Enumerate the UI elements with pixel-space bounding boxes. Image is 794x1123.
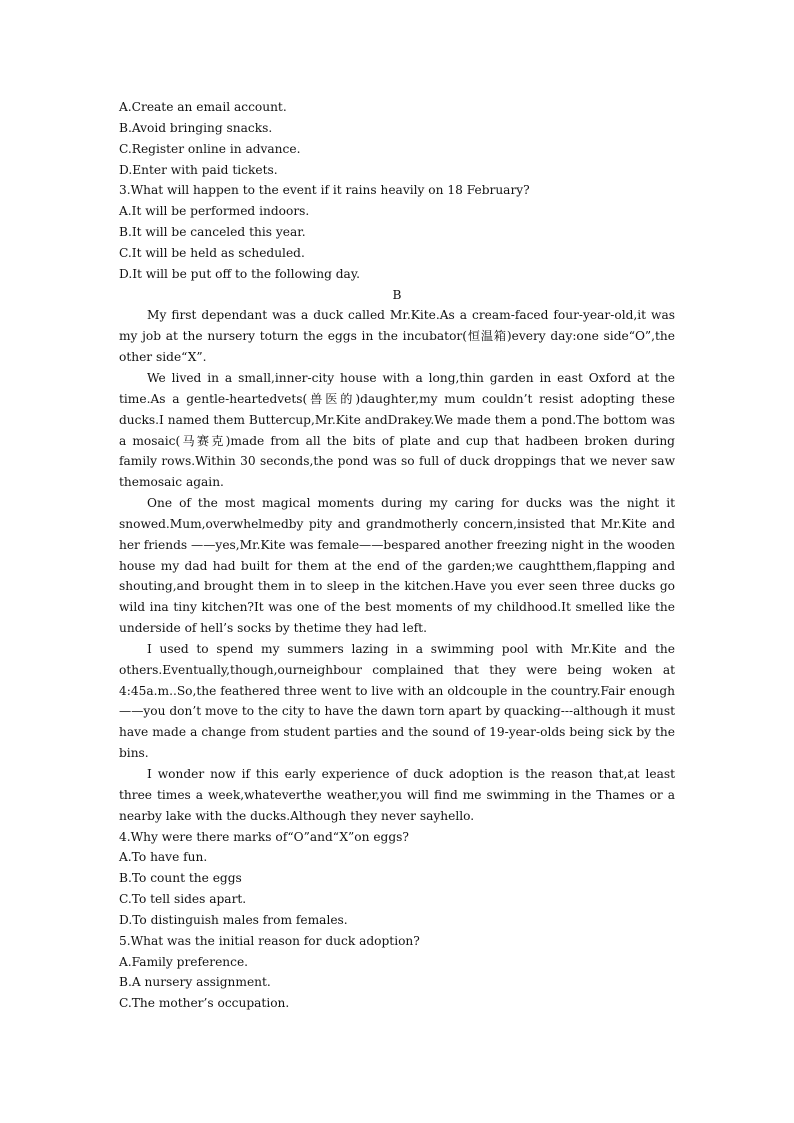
question-2-options xyxy=(119,97,675,180)
option-3d: D.It will be put off to the following day. xyxy=(119,266,360,281)
option-3a: A.It will be performed indoors. xyxy=(119,204,310,219)
option-3c: C.It will be held as scheduled. xyxy=(119,245,305,260)
document-page xyxy=(119,97,675,1014)
option-2b: B.Avoid bringing snacks. xyxy=(119,120,273,135)
option-3b: B.It will be canceled this year. xyxy=(119,225,306,240)
section-b xyxy=(119,285,675,827)
option-4a: A.To have fun. xyxy=(119,850,208,865)
passage-paragraph-1: My first dependant was a duck called Mr.Kite.As a cream-faced four-year-old,it was my job at the nursery toturn the eggs in the incubator(恒温箱)every day:one side“O”,the other side“X”. xyxy=(119,308,675,365)
passage-paragraph-3: One of the most magical moments during my caring for ducks was the night it snowed.Mum,overwhelmedby pity and grandmotherly concern,insisted that Mr.Kite and her friends ——yes,Mr.Kite was female——bespared another freezing night in the wooden house my dad had built for them at the end of the garden;we caughtthem,flapping and shouting,and brought them in to sleep in the kitchen.Have you ever seen three ducks go wild ina tiny kitchen?It was one of the best moments of my childhood.It smelled like the underside of hell’s socks by thetime they had left. xyxy=(119,496,675,636)
question-4-text: 4.Why were there marks of“O”and“X”on eggs? xyxy=(119,829,409,844)
option-4d: D.To distinguish males from females. xyxy=(119,912,348,927)
option-2d: D.Enter with paid tickets. xyxy=(119,162,278,177)
passage-paragraph-2: We lived in a small,inner-city house with a long,thin garden in east Oxford at the time.As a gentle-heartedvets(兽医的)daughter,my mum couldn’t resist adopting these ducks.I named them Buttercup,Mr.Kite andDrakey.We made them a pond.The bottom was a mosaic(马赛克)made from all the bits of plate and cup that hadbeen broken during family rows.Within 30 seconds,the pond was so full of duck droppings that we never saw themosaic again. xyxy=(119,370,675,490)
question-3 xyxy=(119,180,675,284)
passage-paragraph-4: I used to spend my summers lazing in a swimming pool with Mr.Kite and the others.Eventually,though,ourneighbour complained that they were being woken at 4:45a.m..So,the feathered three went to live with an oldcouple in the country.Fair enough——you don’t move to the city to have the dawn torn apart by quacking---although it must have made a change from student parties and the sound of 19-year-olds being sick by the bins. xyxy=(119,641,675,761)
option-4b: B.To count the eggs xyxy=(119,871,242,886)
section-b-title: B xyxy=(392,287,402,302)
passage-paragraph-5: I wonder now if this early experience of duck adoption is the reason that,at least three times a week,whateverthe weather,you will find me swimming in the Thames or a nearby lake with the ducks.Although they never sayhello. xyxy=(119,767,675,823)
option-2a: A.Create an email account. xyxy=(119,100,287,114)
option-4c: C.To tell sides apart. xyxy=(119,892,247,907)
option-5b: B.A nursery assignment. xyxy=(119,975,271,990)
option-5a: A.Family preference. xyxy=(119,954,249,969)
question-5-text: 5.What was the initial reason for duck adoption? xyxy=(119,933,420,948)
question-4 xyxy=(119,827,675,931)
option-2c: C.Register online in advance. xyxy=(119,141,301,156)
question-5 xyxy=(119,931,675,1014)
question-3-text: 3.What will happen to the event if it rains heavily on 18 February? xyxy=(119,183,530,198)
option-5c: C.The mother’s occupation. xyxy=(119,996,290,1011)
